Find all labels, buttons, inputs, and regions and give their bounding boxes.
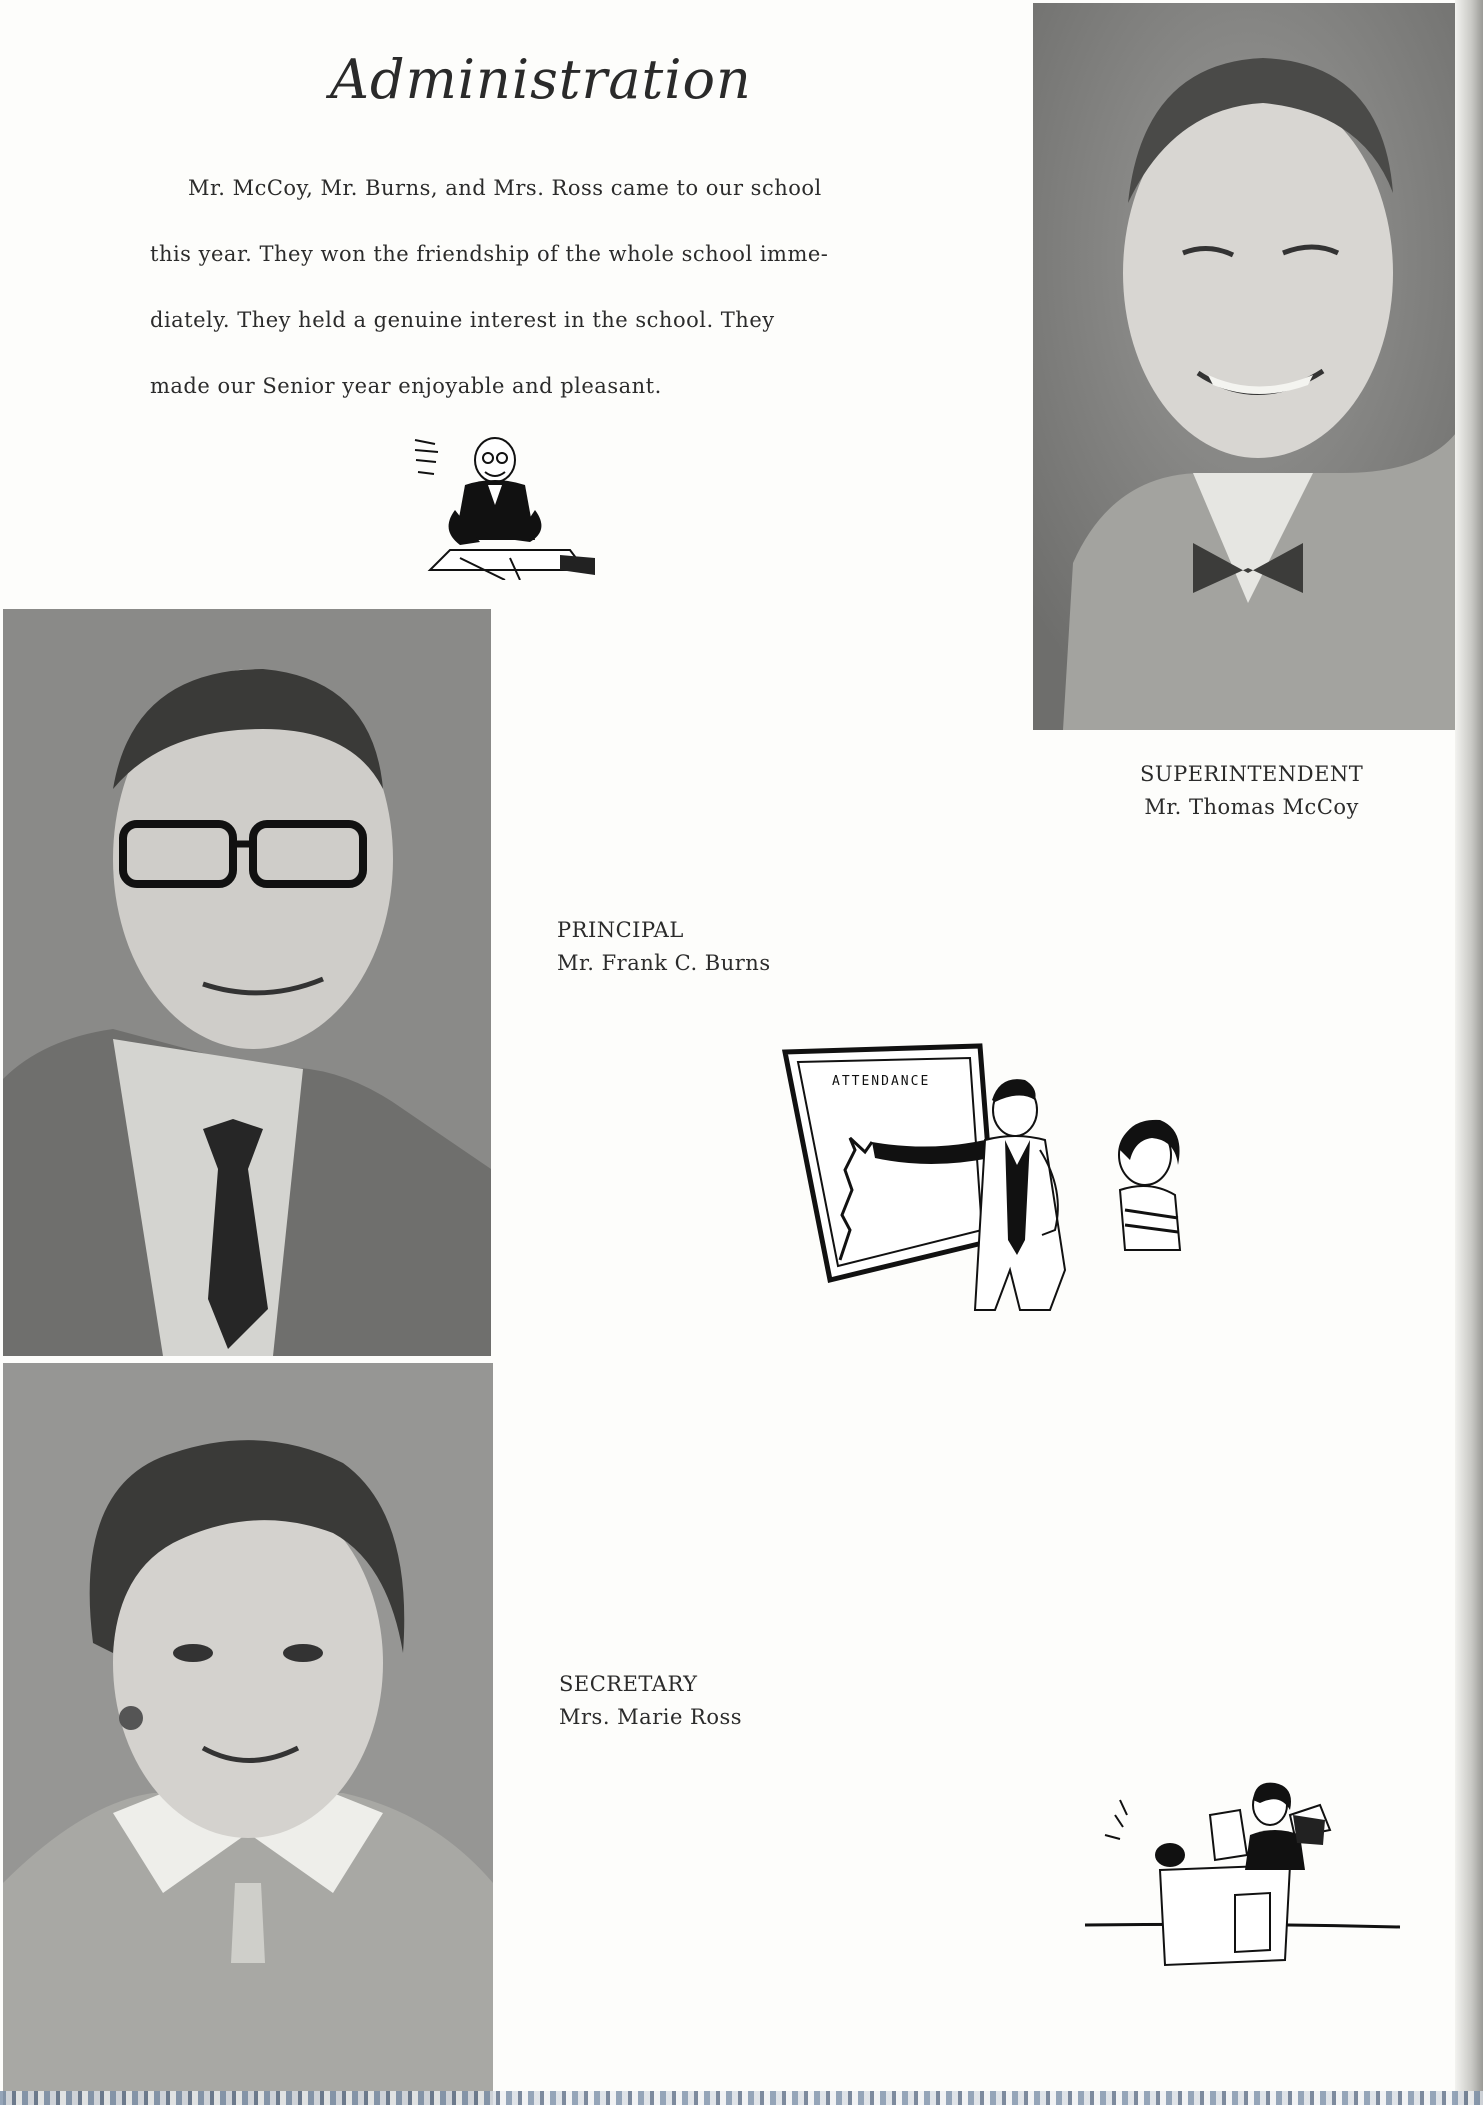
intro-line: made our Senior year enjoyable and pleasant.: [150, 374, 662, 398]
secretary-photo: [3, 1363, 493, 2105]
page-gutter-shadow: [1455, 0, 1483, 2105]
secretary-desk-cartoon: [1075, 1775, 1405, 1985]
intro-line: this year. They won the friendship of the whole school imme-: [150, 242, 829, 266]
intro-paragraph: [150, 155, 880, 419]
principal-photo: [3, 609, 491, 1356]
superintendent-name: Mr. Thomas McCoy: [1144, 795, 1359, 819]
intro-line: Mr. McCoy, Mr. Burns, and Mrs. Ross came to our school: [188, 176, 822, 200]
page-title: Administration: [330, 48, 752, 111]
principal-caption: [557, 914, 771, 980]
superintendent-photo: [1033, 3, 1463, 730]
secretary-caption: [559, 1668, 742, 1734]
intro-line: diately. They held a genuine interest in the school. They: [150, 308, 775, 332]
superintendent-caption: [1140, 758, 1363, 824]
principal-name: Mr. Frank C. Burns: [557, 951, 771, 975]
attendance-board-label: ATTENDANCE: [832, 1074, 931, 1089]
attendance-cartoon: [780, 1040, 1240, 1320]
superintendent-role: SUPERINTENDENT: [1140, 762, 1364, 786]
secretary-role: SECRETARY: [559, 1672, 698, 1696]
desk-man-cartoon: [410, 430, 600, 580]
page-bottom-edge: [0, 2091, 1483, 2105]
secretary-name: Mrs. Marie Ross: [559, 1705, 743, 1729]
principal-role: PRINCIPAL: [557, 918, 684, 942]
